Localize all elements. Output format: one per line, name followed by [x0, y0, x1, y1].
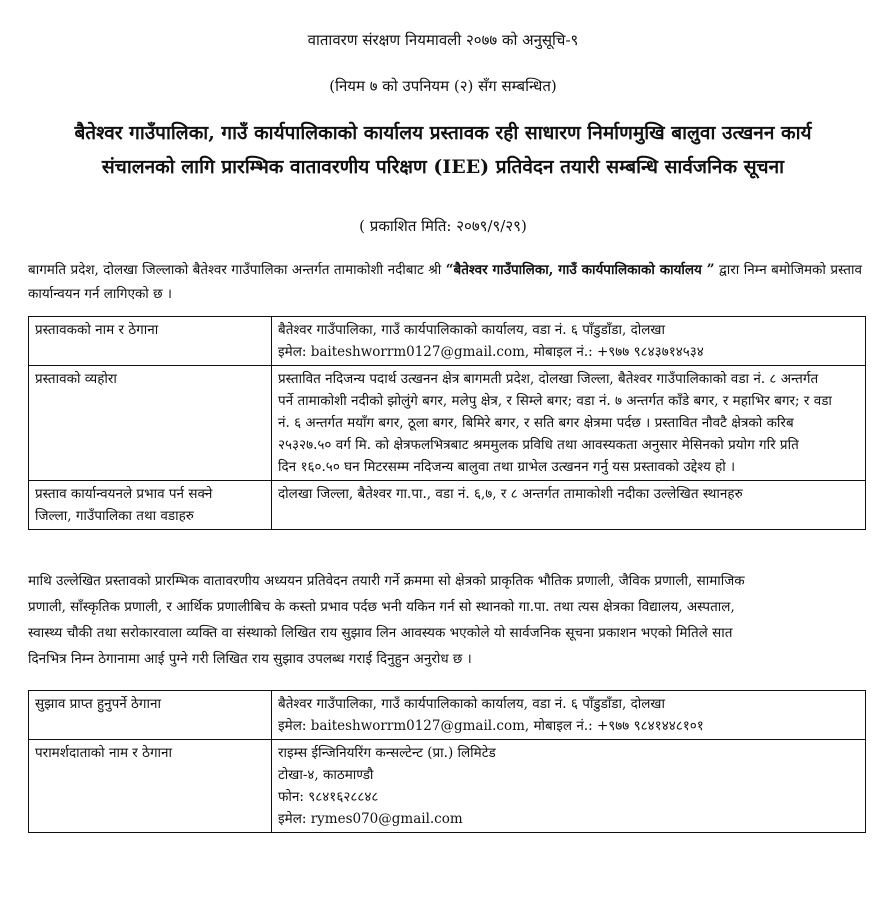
- request-paragraph: [28, 568, 866, 672]
- intro-proponent: “बैतेश्वर गाउँपालिका, गाउँ कार्यपालिकाको कार्यालय ”: [445, 262, 715, 278]
- proponent-label: प्रस्तावकको नाम र ठेगाना: [29, 317, 272, 366]
- published-date: ( प्रकाशित मिति: २०७९/९/२९): [359, 217, 527, 235]
- suggestion-address-value: [272, 691, 866, 740]
- consultant-email: इमेल: rymes070@gmail.com: [278, 811, 463, 827]
- consultant-value: [272, 740, 866, 833]
- suggestion-contact: इमेल: baiteshworrm0127@gmail.com, मोबाइल नं.: +९७७ ९८४१४४८१०१: [278, 718, 704, 734]
- table-row: [29, 481, 866, 530]
- affected-area-value: दोलखा जिल्ला, बैतेश्वर गा.पा., वडा नं. ६,७, र ८ अन्तर्गत तामाकोशी नदीका उल्लेखित स्थानहरु: [272, 481, 866, 530]
- proponent-contact: इमेल: baiteshworrm0127@gmail.com, मोबाइल नं.: +९७७ ९८४३७१४५३४: [278, 344, 704, 360]
- intro-text-1: बागमति प्रदेश, दोलखा जिल्लाको बैतेश्वर गाउँपालिका अन्तर्गत तामाकोशी नदीबाट श्री: [28, 262, 446, 278]
- consultant-phone: फोन: ९८४१६२८८४८: [278, 789, 379, 805]
- affected-label-line-2: जिल्ला, गाउँपालिका तथा वडाहरु: [35, 508, 194, 524]
- rule-reference: (नियम ७ को उपनियम (२) सँग सम्बन्धित): [329, 77, 557, 95]
- request-line-3: स्वास्थ्य चौकी तथा सरोकारवाला व्यक्ति वा संस्थाको लिखित राय सुझाव लिन आवस्यक भएकोले यो सार्वजनिक सूचना प्रकाशन भएको मितिले सात: [28, 625, 733, 641]
- title-line-1: बैतेश्वर गाउँपालिका, गाउँ कार्यपालिकाको कार्यालय प्रस्तावक रही साधारण निर्माणमुखि बालुवा उत्खनन कार्य: [74, 122, 812, 144]
- detail-line-5: दिन १६०.५० घन मिटरसम्म नदिजन्य बालुवा तथा ग्राभेल उत्खनन गर्नु यस प्रस्तावको उद्देश्य हो ।: [278, 459, 736, 475]
- regulation-header: वातावरण संरक्षण नियमावली २०७७ को अनुसूचि-९: [307, 31, 579, 49]
- table-row: [29, 740, 866, 833]
- request-line-2: प्रणाली, साँस्कृतिक प्रणाली, र आर्थिक प्रणालीबिच के कस्तो प्रभाव पर्दछ भनी यकिन गर्न सो स्थानको गा.पा. तथा त्यस क्षेत्रका विद्यालय, अस्पताल,: [28, 599, 735, 615]
- request-line-1: माथि उल्लेखित प्रस्तावको प्रारम्भिक वातावरणीय अध्ययन प्रतिवेदन तयारी गर्ने क्रममा सो क्षेत्रको प्राकृतिक भौतिक प्रणाली, जैविक प्रणाली, सामाजिक: [28, 573, 745, 589]
- contact-table: [28, 690, 866, 833]
- proponent-value: [272, 317, 866, 366]
- detail-line-4: २५३२७.५० वर्ग मि. को क्षेत्रफलभित्रबाट श्रममुलक प्रविधि तथा आवस्यकता अनुसार मेसिनको प्रयोग गरि प्रति: [278, 437, 799, 453]
- detail-line-2: पर्ने तामाकोशी नदीको झोलुंगे बगर, मलेपु क्षेत्र, र सिम्ले बगर; वडा नं. ७ अन्तर्गत काँडे बगर, र महाभिर बगर; र वडा: [278, 393, 832, 409]
- consultant-address: टोखा-४, काठमाण्डौ: [278, 767, 374, 783]
- title-line-2: संचालनको लागि प्रारम्भिक वातावरणीय परिक्षण (IEE) प्रतिवेदन तयारी सम्बन्धि सार्वजनिक सूचना: [101, 156, 785, 178]
- proposal-detail-label: प्रस्तावको व्यहोरा: [29, 366, 272, 481]
- suggestion-address: बैतेश्वर गाउँपालिका, गाउँ कार्यपालिकाको कार्यालय, वडा नं. ६ पाँडुडाँडा, दोलखा: [278, 696, 665, 712]
- proposal-detail-value: [272, 366, 866, 481]
- consultant-name: राइम्स ईन्जिनियरिंग कन्सल्टेन्ट (प्रा.) लिमिटेड: [278, 745, 496, 761]
- notice-title: [20, 116, 866, 184]
- affected-label-line-1: प्रस्ताव कार्यान्वयनले प्रभाव पर्न सक्ने: [35, 486, 213, 502]
- intro-paragraph: [28, 258, 862, 306]
- table-row: [29, 691, 866, 740]
- table-row: [29, 317, 866, 366]
- request-line-4: दिनभित्र निम्न ठेगानामा आई पुग्ने गरी लिखित राय सुझाव उपलब्ध गराई दिनुहुन अनुरोध छ ।: [28, 651, 472, 667]
- proposal-table: [28, 316, 866, 530]
- consultant-label: परामर्शदाताको नाम र ठेगाना: [29, 740, 272, 833]
- affected-area-label: [29, 481, 272, 530]
- intro-text-2: द्वारा निम्न बमोजिमको प्रस्ताव कार्यान्वयन गर्न लागिएको छ ।: [28, 262, 862, 302]
- detail-line-1: प्रस्तावित नदिजन्य पदार्थ उत्खनन क्षेत्र बागमती प्रदेश, दोलखा जिल्ला, बैतेश्वर गाउँपालिकाको वडा नं. ८ अन्तर्गत: [278, 371, 819, 387]
- detail-line-3: नं. ६ अन्तर्गत मयाँग बगर, ठूला बगर, बिमिरे बगर, र सति बगर क्षेत्रमा पर्दछ । प्रस्तावित नौवटै क्षेत्रको करिब: [278, 415, 794, 431]
- proponent-address: बैतेश्वर गाउँपालिका, गाउँ कार्यपालिकाको कार्यालय, वडा नं. ६ पाँडुडाँडा, दोलखा: [278, 322, 665, 338]
- suggestion-address-label: सुझाव प्राप्त हुनुपर्ने ठेगाना: [29, 691, 272, 740]
- table-row: [29, 366, 866, 481]
